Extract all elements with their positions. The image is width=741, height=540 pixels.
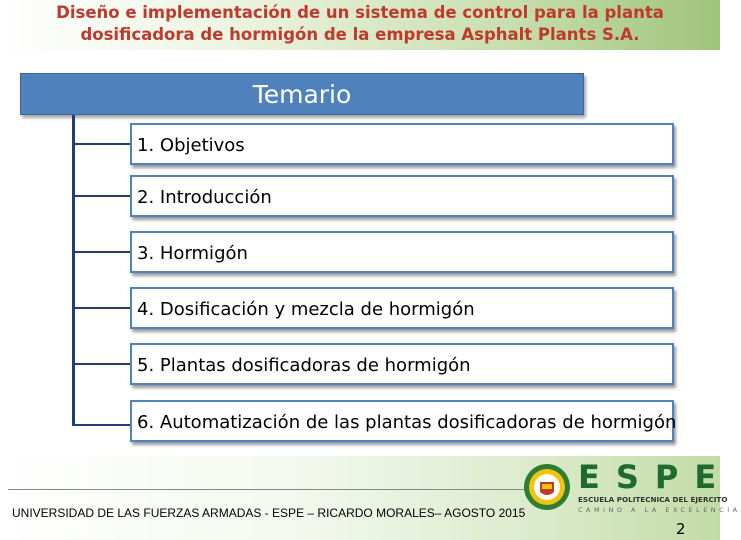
agenda-item-dosificacion [130, 287, 674, 329]
slide-title [0, 2, 720, 46]
agenda-item-introduccion [130, 175, 674, 217]
tree-connector-4 [72, 307, 130, 309]
slide-title-line-1: Diseño e implementación de un sistema de control para la planta [56, 3, 664, 22]
tree-connector-vertical [72, 115, 75, 426]
tree-connector-3 [72, 251, 130, 253]
page-number: 2 [676, 520, 686, 538]
tree-connector-5 [72, 363, 130, 365]
footer-caption: UNIVERSIDAD DE LAS FUERZAS ARMADAS - ESPE – RICARDO MORALES– AGOSTO 2015 [12, 506, 526, 520]
espe-logo-subtitle: ESCUELA POLITECNICA DEL EJERCITO [578, 495, 728, 504]
agenda-item-label: 1. Objetivos [137, 135, 245, 156]
agenda-item-label: 4. Dosificación y mezcla de hormigón [137, 299, 475, 320]
university-seal-icon [522, 462, 572, 512]
agenda-item-objetivos [130, 123, 674, 165]
agenda-item-label: 3. Hormigón [137, 243, 248, 264]
espe-logo-wordmark: ESPE [578, 458, 733, 496]
temario-label: Temario [252, 80, 352, 109]
tree-connector-2 [72, 195, 130, 197]
slide-title-line-2: dosificadora de hormigón de la empresa Asphalt Plants S.A. [80, 25, 640, 44]
agenda-item-label: 2. Introducción [137, 187, 272, 208]
tree-connector-1 [72, 143, 130, 145]
agenda-item-hormigon [130, 231, 674, 273]
agenda-item-label: 5. Plantas dosificadoras de hormigón [137, 355, 471, 376]
agenda-item-automatizacion [130, 400, 677, 442]
footer-divider [8, 489, 528, 490]
espe-logo-motto: CAMINO A LA EXCELENCIA [578, 506, 741, 514]
agenda-item-plantas [130, 343, 674, 385]
temario-header-box [20, 73, 584, 115]
tree-connector-6 [72, 424, 130, 426]
agenda-item-label: 6. Automatización de las plantas dosificadoras de hormigón [137, 412, 677, 433]
